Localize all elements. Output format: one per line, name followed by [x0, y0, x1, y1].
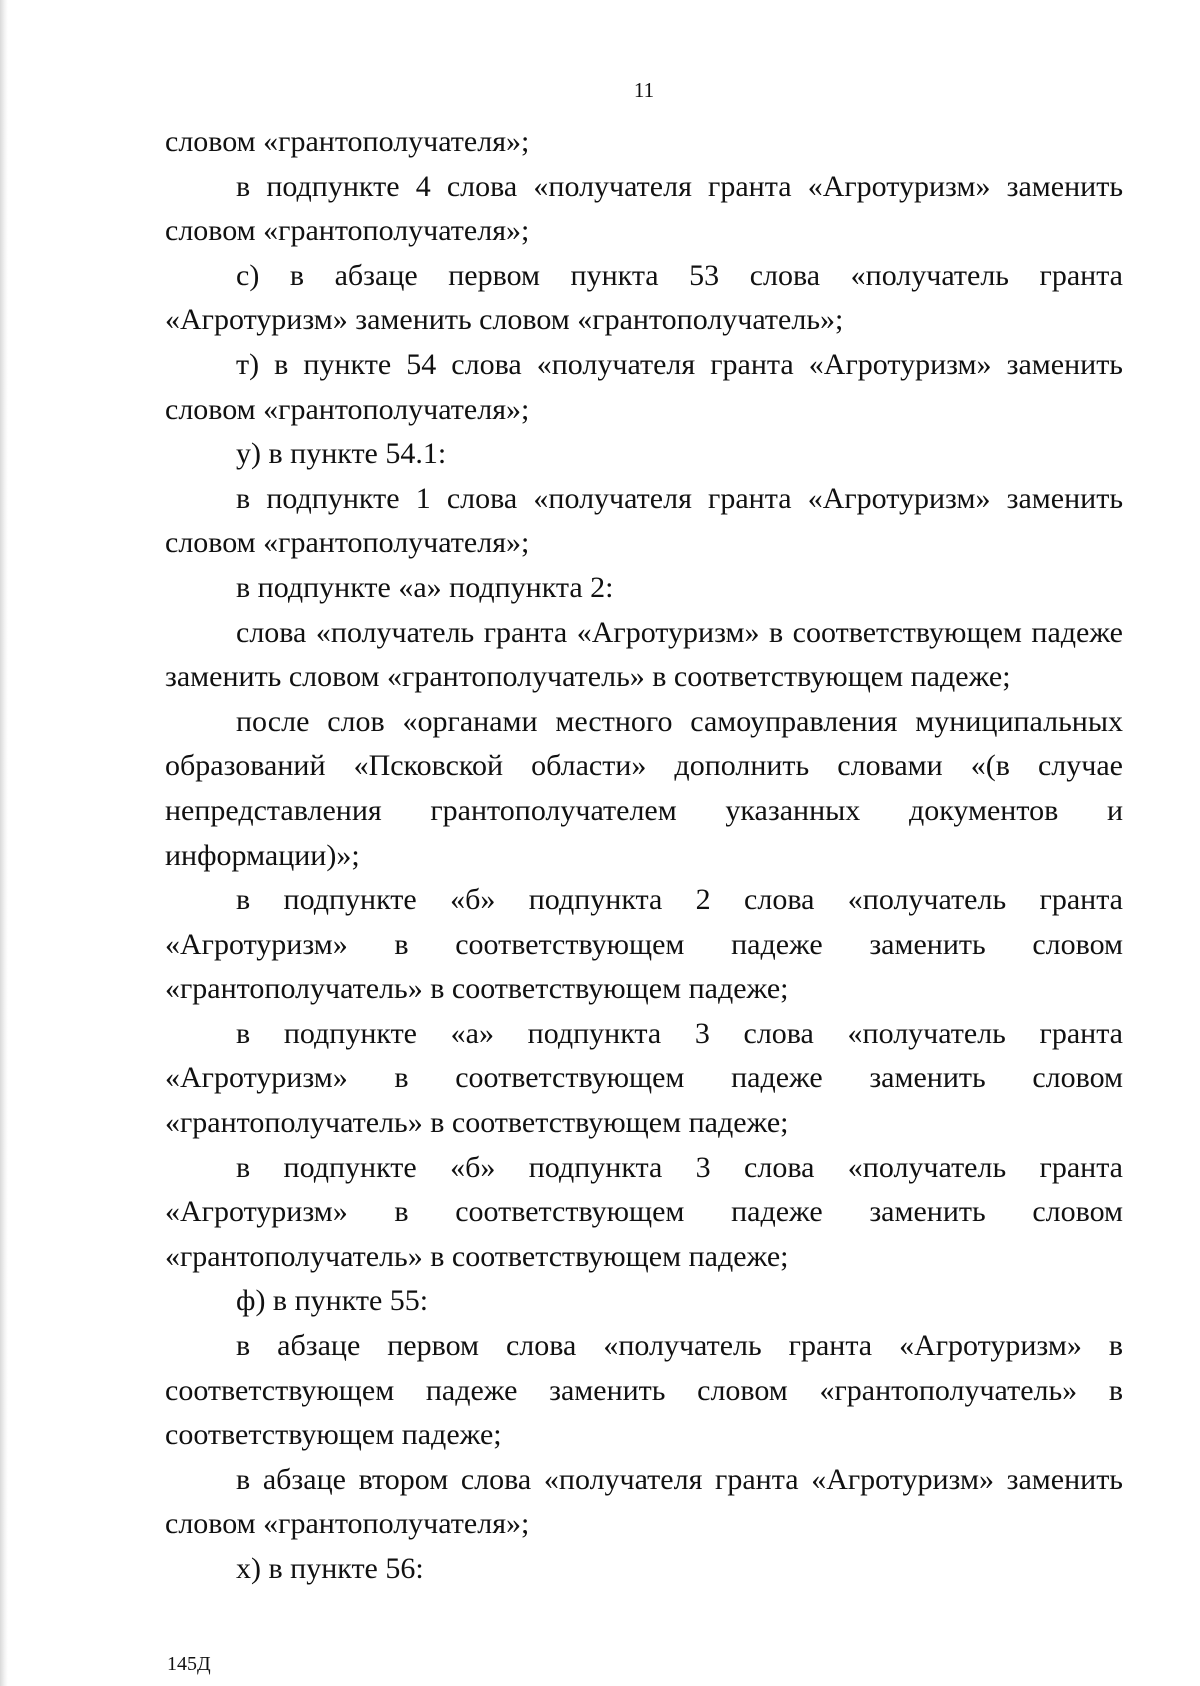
paragraph-subitem-3b: в подпункте «б» подпункта 3 слова «получатель гранта «Агротуризм» в соответствующем падеже заменить словом «грантополучатель» в соответствующем падеже; — [165, 1150, 1123, 1273]
paragraph-item-h: х) в пункте 56: — [236, 1552, 424, 1585]
paragraph-item-u: у) в пункте 54.1: — [236, 437, 447, 471]
paragraph-subitem-2a: в подпункте «а» подпункта 2: — [236, 570, 614, 604]
page-number: 11 — [633, 78, 655, 102]
paragraph-item-f: ф) в пункте 55: — [236, 1284, 429, 1318]
paragraph-second-abzac: в абзаце втором слова «получателя гранта «Агротуризм» заменить словом «грантополучателя»; — [165, 1462, 1123, 1541]
paragraph-words-replace: слова «получатель гранта «Агротуризм» в соответствующем падеже заменить словом «грантополучатель» в соответствующем падеже; — [165, 615, 1123, 694]
paragraph-subitem-4: в подпункте 4 слова «получателя гранта «Агротуризм» заменить словом «грантополучателя»; — [165, 169, 1123, 248]
document-body — [165, 120, 1123, 1592]
paragraph-item-s: с) в абзаце первом пункта 53 слова «получатель гранта «Агротуризм» заменить словом «грантополучатель»; — [165, 258, 1123, 337]
paragraph-after-words: после слов «органами местного самоуправления муниципальных образований «Псковской области» дополнить словами «(в случае непредставления грантополучателем указанных документов и информации)»; — [165, 704, 1123, 872]
paragraph-subitem-2b: в подпункте «б» подпункта 2 слова «получатель гранта «Агротуризм» в соответствующем падеже заменить словом «грантополучатель» в соответствующем падеже; — [165, 883, 1123, 1006]
paragraph-subitem-1: в подпункте 1 слова «получателя гранта «Агротуризм» заменить словом «грантополучателя»; — [165, 481, 1123, 560]
scan-edge-shadow — [0, 0, 8, 1686]
paragraph-continuation: словом «грантополучателя»; — [165, 125, 530, 158]
footer-document-code: 145Д — [167, 1653, 211, 1675]
paragraph-subitem-3a: в подпункте «а» подпункта 3 слова «получатель гранта «Агротуризм» в соответствующем падеже заменить словом «грантополучатель» в соответствующем падеже; — [165, 1016, 1123, 1140]
paragraph-first-abzac: в абзаце первом слова «получатель гранта «Агротуризм» в соответствующем падеже заменить словом «грантополучатель» в соответствующем падеже; — [165, 1329, 1123, 1452]
paragraph-item-t: т) в пункте 54 слова «получателя гранта «Агротуризм» заменить словом «грантополучателя»; — [165, 347, 1123, 426]
